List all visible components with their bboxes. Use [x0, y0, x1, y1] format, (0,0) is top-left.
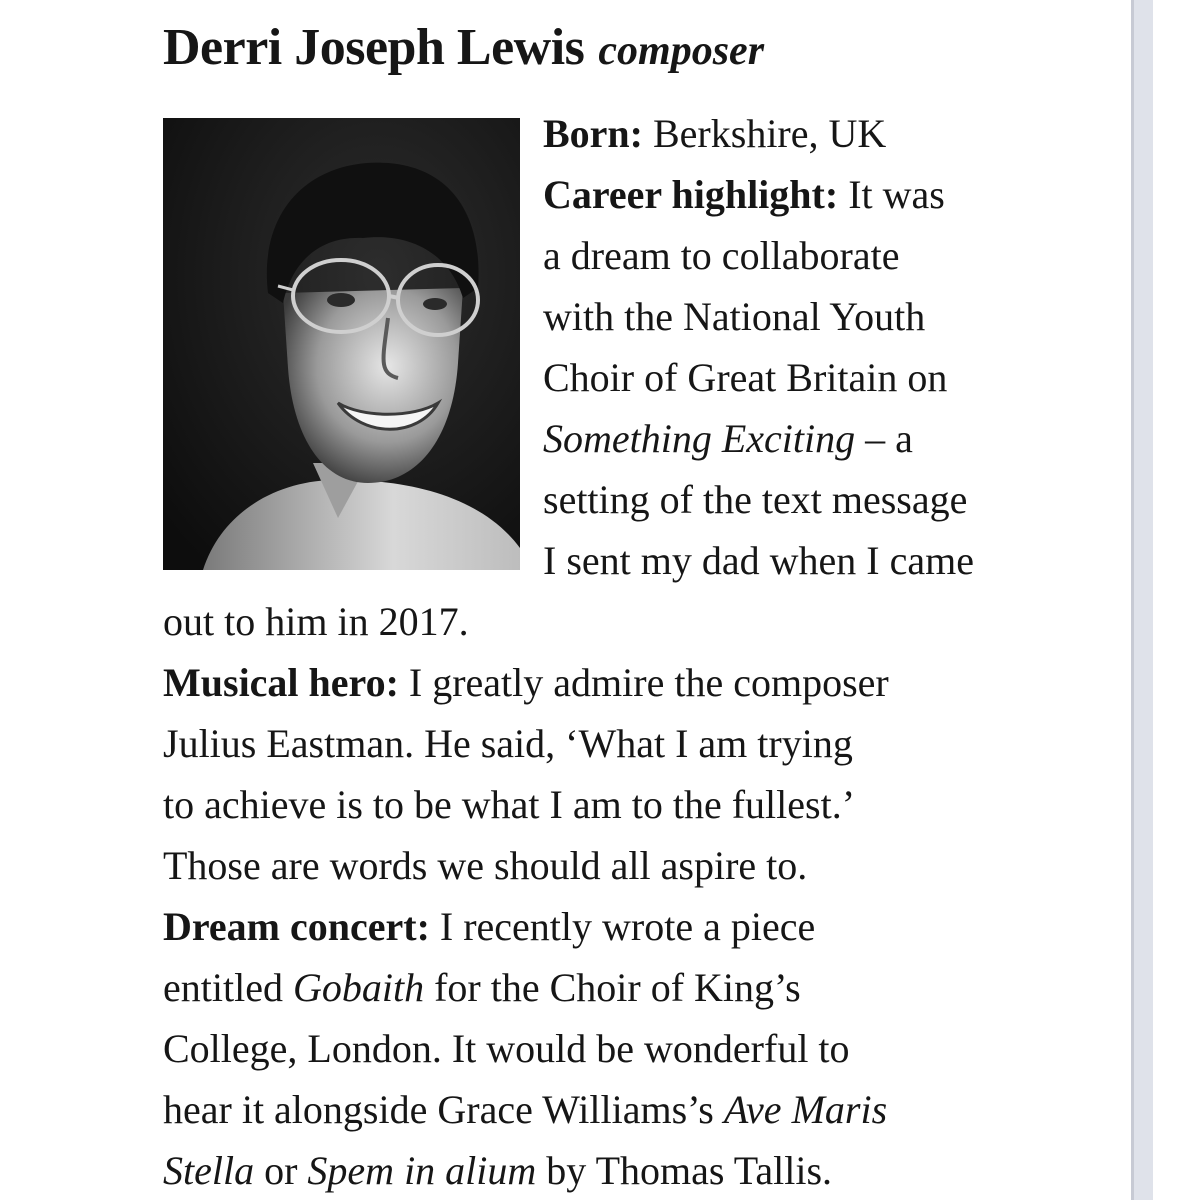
- dream-text: for the Choir of King’s: [434, 965, 801, 1010]
- profile-heading: [163, 18, 1083, 78]
- profile-role: composer: [598, 28, 765, 74]
- dream-line: [163, 896, 1083, 957]
- work-title: Spem in alium: [307, 1148, 537, 1193]
- dream-line: [163, 1079, 1083, 1140]
- born-line: [543, 103, 1083, 164]
- born-label: Born:: [543, 111, 643, 156]
- career-line: [543, 164, 1083, 225]
- career-line: a dream to collaborate: [543, 233, 900, 278]
- page-edge-rule: [1131, 0, 1153, 1200]
- hero-line: Those are words we should all aspire to.: [163, 843, 808, 888]
- work-title: Stella: [163, 1148, 255, 1193]
- career-text: – a: [865, 416, 913, 461]
- hero-label: Musical hero:: [163, 660, 399, 705]
- hero-line: to achieve is to be what I am to the fullest.’: [163, 782, 856, 827]
- career-line: setting of the text message: [543, 477, 968, 522]
- dream-text: or: [264, 1148, 298, 1193]
- work-title: Gobaith: [292, 965, 425, 1010]
- dream-text: by Thomas Tallis.: [546, 1148, 833, 1193]
- profile-article: [163, 18, 1083, 1193]
- dream-line: [163, 1140, 1083, 1201]
- work-title: Something Exciting: [543, 416, 856, 461]
- side-column: [543, 103, 1083, 591]
- dream-text: I recently wrote a piece: [439, 904, 816, 949]
- career-label: Career highlight:: [543, 172, 839, 217]
- career-line: Choir of Great Britain on: [543, 355, 948, 400]
- career-line: [543, 408, 1083, 469]
- career-text: It was: [848, 172, 945, 217]
- dream-text: entitled: [163, 965, 283, 1010]
- career-line: out to him in 2017.: [163, 599, 469, 644]
- born-value: Berkshire, UK: [653, 111, 887, 156]
- dream-label: Dream concert:: [163, 904, 430, 949]
- portrait-photo: [163, 118, 520, 570]
- dream-line: College, London. It would be wonderful to: [163, 1026, 850, 1071]
- profile-name: Derri Joseph Lewis: [163, 19, 585, 76]
- work-title: Ave Maris: [723, 1087, 888, 1132]
- main-body: [163, 591, 1083, 1201]
- hero-text: I greatly admire the composer: [408, 660, 889, 705]
- career-line: I sent my dad when I came: [543, 538, 974, 583]
- career-line: with the National Youth: [543, 294, 926, 339]
- hero-line: [163, 652, 1083, 713]
- hero-line: Julius Eastman. He said, ‘What I am trying: [163, 721, 853, 766]
- dream-text: hear it alongside Grace Williams’s: [163, 1087, 714, 1132]
- dream-line: [163, 957, 1083, 1018]
